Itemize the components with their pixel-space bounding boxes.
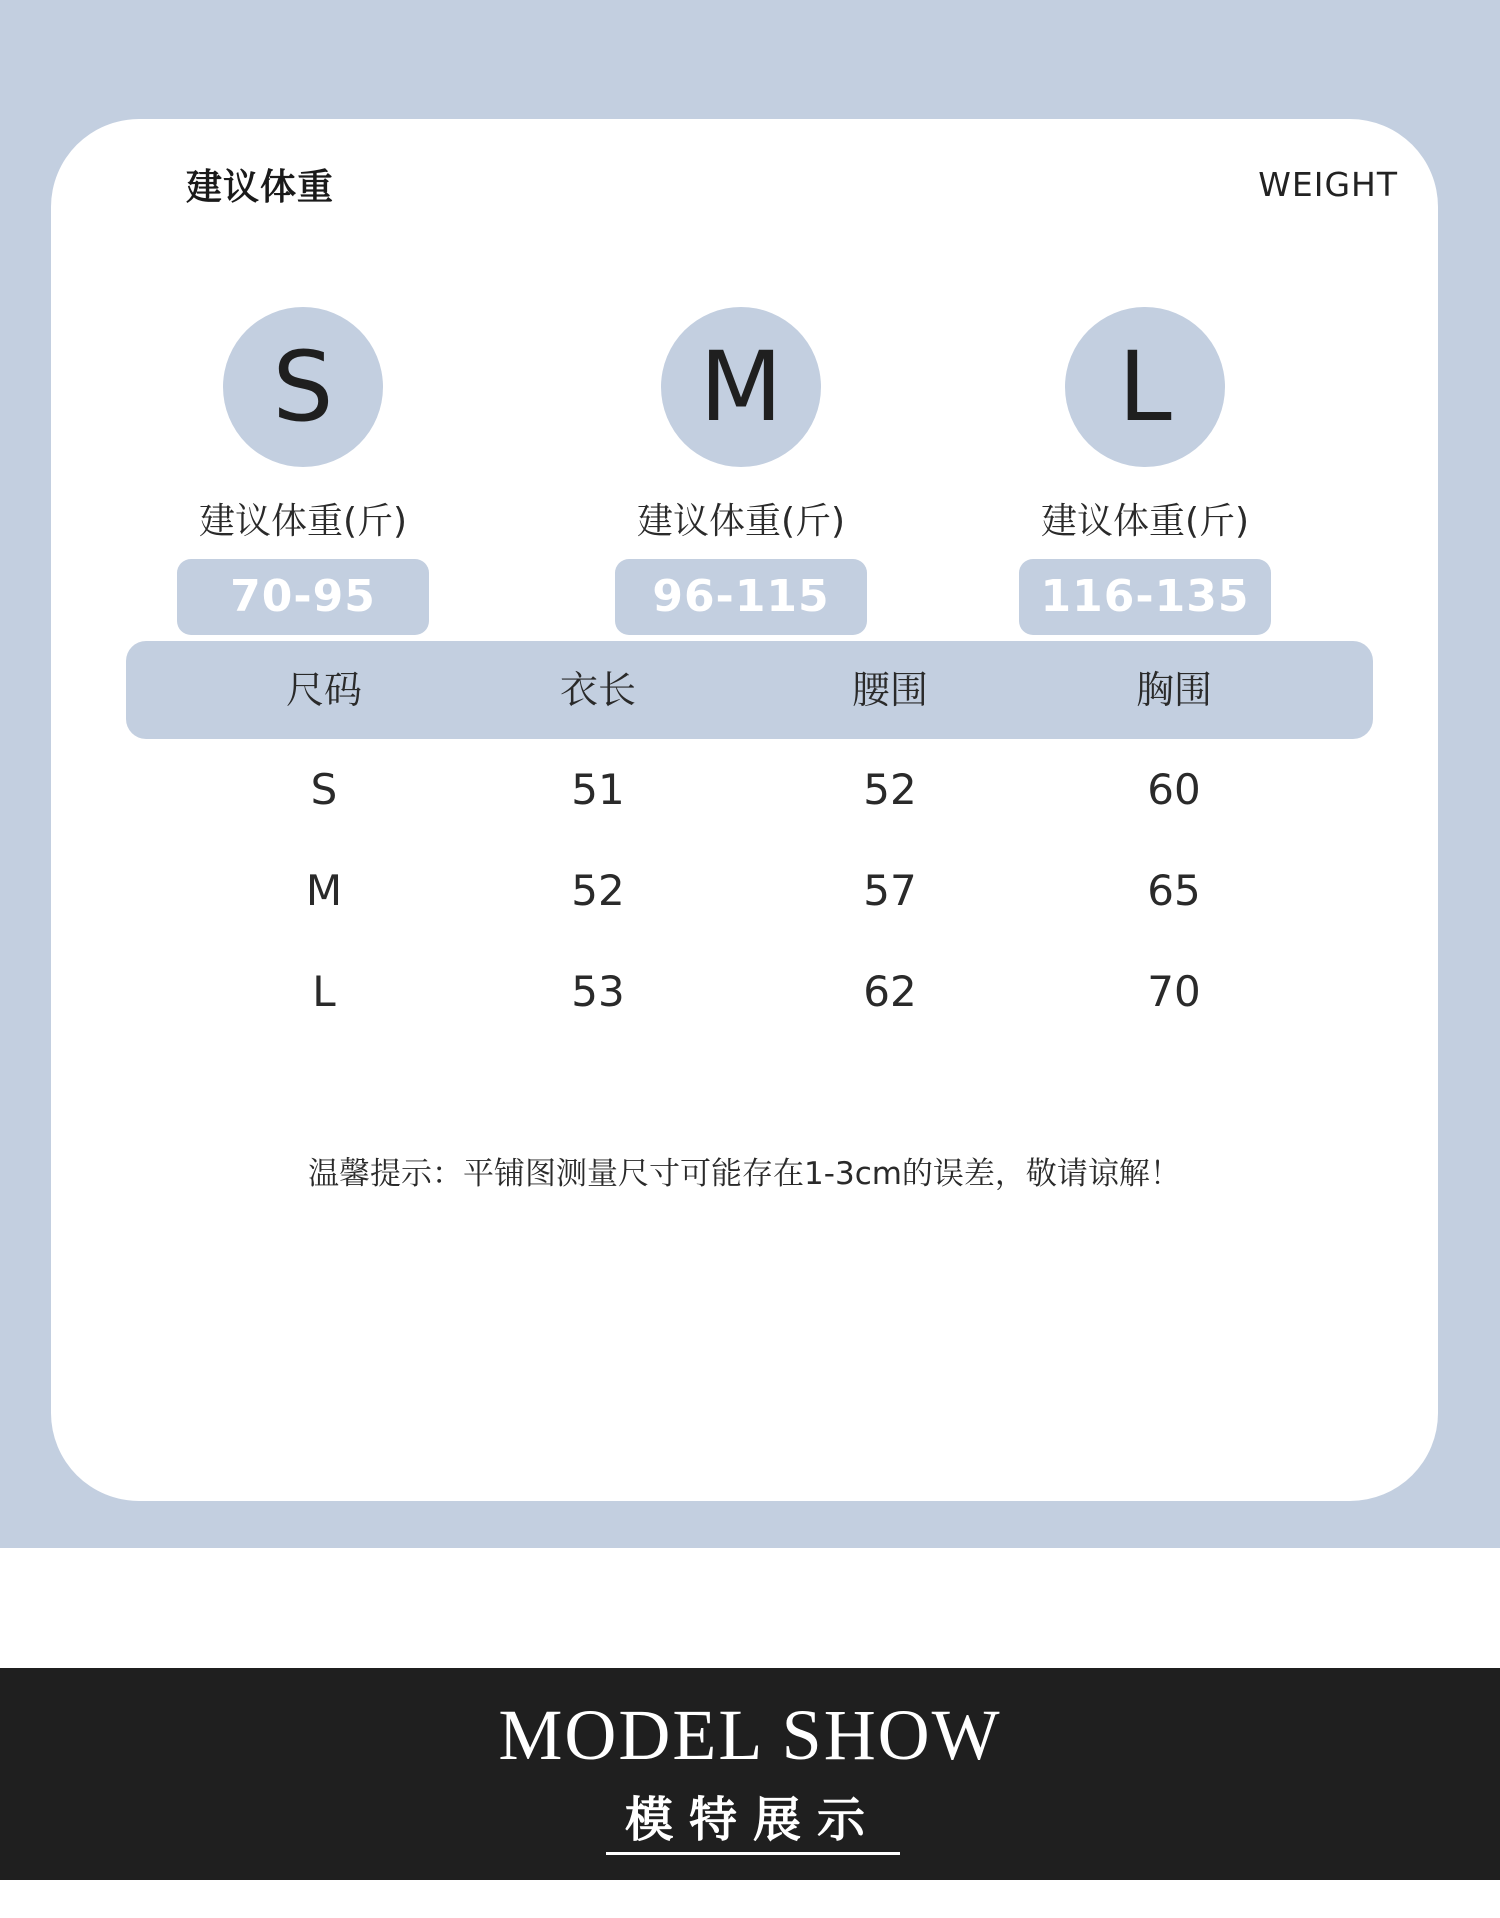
cell-size: L [312, 967, 336, 1016]
cell-waist: 62 [863, 967, 917, 1016]
card-title: 建议体重 [186, 167, 335, 208]
cell-chest: 60 [1147, 765, 1201, 814]
size-option-s [173, 307, 433, 647]
table-row [126, 941, 1373, 1042]
table-header [126, 641, 1373, 739]
cell-chest: 70 [1147, 967, 1201, 1016]
size-table [126, 641, 1373, 1042]
header-chest: 胸围 [1135, 668, 1212, 712]
header-waist: 腰围 [851, 668, 928, 712]
cell-length: 53 [571, 967, 625, 1016]
size-circle-l: L [1065, 307, 1225, 467]
model-show-title: MODEL SHOW [498, 1695, 1002, 1775]
size-caption-s: 建议体重(斤) [198, 501, 408, 542]
table-row [126, 840, 1373, 941]
model-show-subtitle: 模特展示 [606, 1792, 900, 1855]
model-show-banner [0, 1668, 1500, 1880]
size-guide-card [51, 119, 1438, 1501]
table-row [126, 739, 1373, 840]
size-caption-m: 建议体重(斤) [636, 501, 846, 542]
size-caption-l: 建议体重(斤) [1040, 501, 1250, 542]
cell-waist: 52 [863, 765, 917, 814]
size-circle-m: M [661, 307, 821, 467]
size-option-l [1015, 307, 1275, 647]
weight-range-l: 116-135 [1019, 559, 1271, 635]
card-title-en: WEIGHT [1258, 165, 1398, 204]
cell-length: 51 [571, 765, 625, 814]
cell-size: M [305, 866, 343, 915]
cell-waist: 57 [863, 866, 917, 915]
cell-length: 52 [571, 866, 625, 915]
weight-range-m: 96-115 [615, 559, 867, 635]
cell-size: S [310, 765, 338, 814]
header-size: 尺码 [285, 668, 362, 712]
size-circle-s: S [223, 307, 383, 467]
cell-chest: 65 [1147, 866, 1201, 915]
measurement-tip: 温馨提示：平铺图测量尺寸可能存在1-3cm的误差，敬请谅解！ [308, 1156, 1181, 1192]
header-length: 衣长 [559, 668, 636, 712]
size-option-m [611, 307, 871, 647]
weight-range-s: 70-95 [177, 559, 429, 635]
